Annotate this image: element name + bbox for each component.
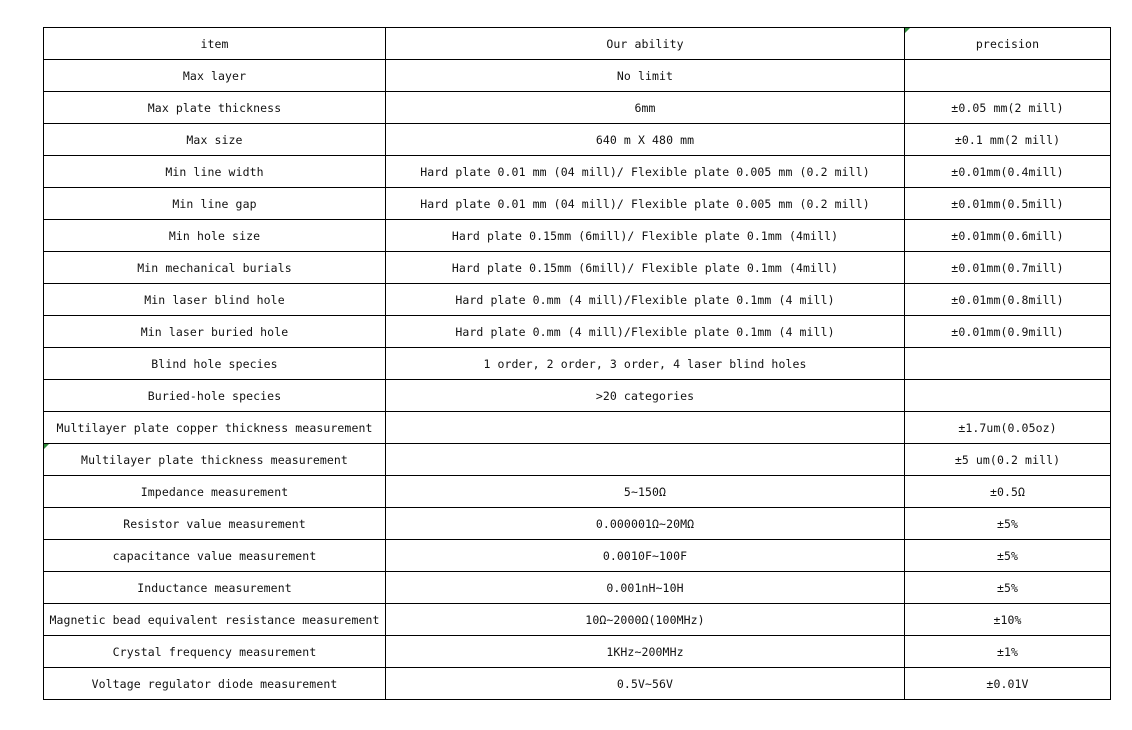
- cell-precision: ±0.01mm(0.4mill): [905, 156, 1111, 188]
- cell-ability: 6mm: [386, 92, 905, 124]
- header-precision-label: precision: [975, 36, 1040, 51]
- cell-ability: 1KHz~200MHz: [386, 636, 905, 668]
- cell-ability: 0.001nH~10H: [386, 572, 905, 604]
- cell-ability: [386, 444, 905, 476]
- comment-marker-icon: [905, 28, 910, 33]
- table-row: [44, 156, 1111, 188]
- cell-ability: 5~150Ω: [386, 476, 905, 508]
- cell-precision: ±1%: [905, 636, 1111, 668]
- table-row: [44, 124, 1111, 156]
- table-row: [44, 380, 1111, 412]
- cell-item: Impedance measurement: [44, 476, 386, 508]
- cell-precision: ±0.5Ω: [905, 476, 1111, 508]
- cell-ability: 0.000001Ω~20MΩ: [386, 508, 905, 540]
- table-row: [44, 60, 1111, 92]
- comment-marker-icon: [44, 444, 49, 449]
- table-header-row: [44, 28, 1111, 60]
- table-row: [44, 92, 1111, 124]
- table-row: [44, 508, 1111, 540]
- cell-ability: 1 order, 2 order, 3 order, 4 laser blind holes: [386, 348, 905, 380]
- cell-ability: Hard plate 0.15mm (6mill)/ Flexible plate 0.1mm (4mill): [386, 220, 905, 252]
- cell-item-label: Multilayer plate thickness measurement: [81, 452, 348, 467]
- table-row: [44, 252, 1111, 284]
- cell-item: Min line gap: [44, 188, 386, 220]
- cell-precision: ±5%: [905, 508, 1111, 540]
- table-row: [44, 572, 1111, 604]
- cell-item: Min hole size: [44, 220, 386, 252]
- cell-ability: Hard plate 0.mm (4 mill)/Flexible plate 0.1mm (4 mill): [386, 316, 905, 348]
- cell-ability: 10Ω~2000Ω(100MHz): [386, 604, 905, 636]
- cell-item: Resistor value measurement: [44, 508, 386, 540]
- cell-ability: Hard plate 0.15mm (6mill)/ Flexible plate 0.1mm (4mill): [386, 252, 905, 284]
- cell-ability: Hard plate 0.mm (4 mill)/Flexible plate 0.1mm (4 mill): [386, 284, 905, 316]
- cell-precision: ±0.01mm(0.8mill): [905, 284, 1111, 316]
- cell-precision: ±0.01mm(0.5mill): [905, 188, 1111, 220]
- table-row: [44, 604, 1111, 636]
- cell-precision: ±0.1 mm(2 mill): [905, 124, 1111, 156]
- cell-ability: Hard plate 0.01 mm (04 mill)/ Flexible plate 0.005 mm (0.2 mill): [386, 188, 905, 220]
- table-row: [44, 412, 1111, 444]
- cell-item: Magnetic bead equivalent resistance measurement: [44, 604, 386, 636]
- cell-item: Min laser buried hole: [44, 316, 386, 348]
- cell-precision: ±10%: [905, 604, 1111, 636]
- cell-item: Min laser blind hole: [44, 284, 386, 316]
- cell-ability: [386, 412, 905, 444]
- cell-item: Inductance measurement: [44, 572, 386, 604]
- table-row: [44, 668, 1111, 700]
- cell-precision: ±0.01mm(0.7mill): [905, 252, 1111, 284]
- cell-item: Blind hole species: [44, 348, 386, 380]
- cell-precision: ±1.7um(0.05oz): [905, 412, 1111, 444]
- cell-ability: Hard plate 0.01 mm (04 mill)/ Flexible plate 0.005 mm (0.2 mill): [386, 156, 905, 188]
- cell-ability: 640 m X 480 mm: [386, 124, 905, 156]
- cell-item: capacitance value measurement: [44, 540, 386, 572]
- table-row: [44, 476, 1111, 508]
- table-row: [44, 636, 1111, 668]
- cell-item: Multilayer plate copper thickness measurement: [44, 412, 386, 444]
- table-row: [44, 348, 1111, 380]
- table-row: [44, 188, 1111, 220]
- cell-precision: ±5 um(0.2 mill): [905, 444, 1111, 476]
- cell-item: Max size: [44, 124, 386, 156]
- cell-item: [44, 444, 386, 476]
- cell-ability: 0.5V~56V: [386, 668, 905, 700]
- header-ability: Our ability: [386, 28, 905, 60]
- pcb-capability-table: [43, 27, 1111, 700]
- cell-precision: [905, 348, 1111, 380]
- cell-item: Crystal frequency measurement: [44, 636, 386, 668]
- cell-precision: ±5%: [905, 572, 1111, 604]
- table-row: [44, 220, 1111, 252]
- cell-precision: ±0.05 mm(2 mill): [905, 92, 1111, 124]
- cell-item: Buried-hole species: [44, 380, 386, 412]
- table-row: [44, 444, 1111, 476]
- cell-item: Min mechanical burials: [44, 252, 386, 284]
- cell-item: Max plate thickness: [44, 92, 386, 124]
- cell-ability: >20 categories: [386, 380, 905, 412]
- table-body: [44, 28, 1111, 700]
- table-row: [44, 316, 1111, 348]
- header-precision: [905, 28, 1111, 60]
- table-row: [44, 540, 1111, 572]
- cell-precision: [905, 380, 1111, 412]
- cell-ability: 0.0010F~100F: [386, 540, 905, 572]
- cell-precision: ±0.01mm(0.6mill): [905, 220, 1111, 252]
- header-item: item: [44, 28, 386, 60]
- cell-item: Voltage regulator diode measurement: [44, 668, 386, 700]
- cell-item: Max layer: [44, 60, 386, 92]
- table-row: [44, 284, 1111, 316]
- cell-precision: ±5%: [905, 540, 1111, 572]
- cell-precision: ±0.01mm(0.9mill): [905, 316, 1111, 348]
- cell-precision: ±0.01V: [905, 668, 1111, 700]
- cell-precision: [905, 60, 1111, 92]
- cell-ability: No limit: [386, 60, 905, 92]
- cell-item: Min line width: [44, 156, 386, 188]
